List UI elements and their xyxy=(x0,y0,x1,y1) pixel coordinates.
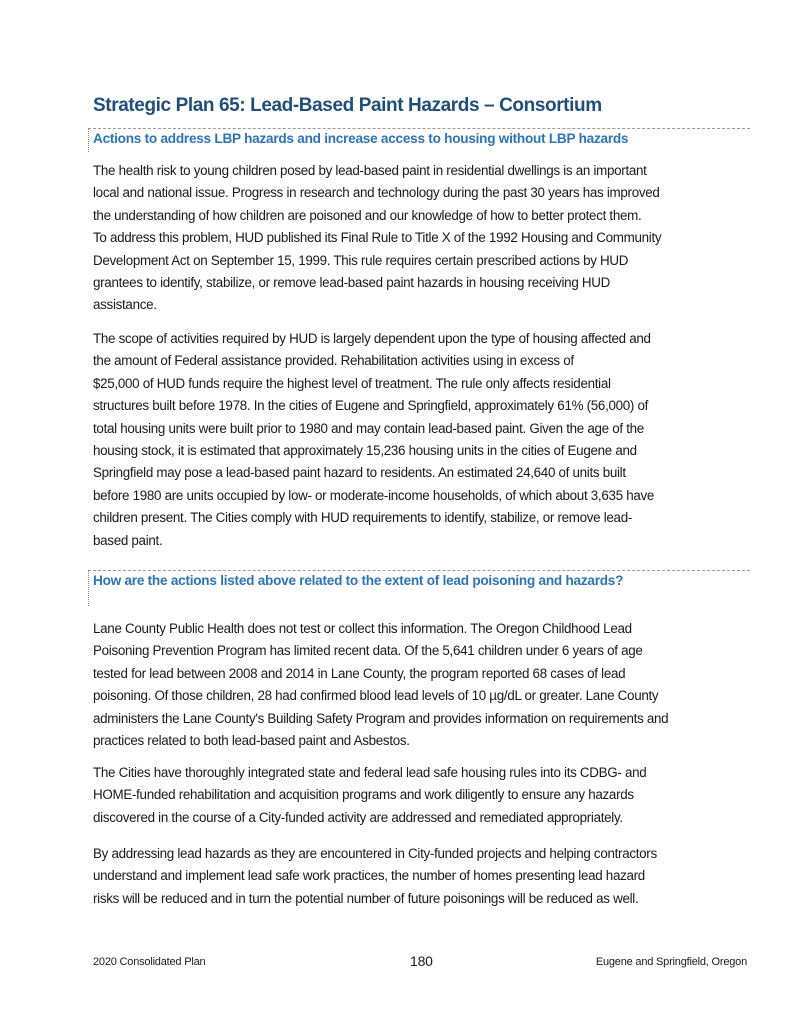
paragraph xyxy=(93,328,654,552)
text-line: understand and implement lead safe work practices, the number of homes presenting lead hazard xyxy=(93,868,645,884)
text-line: the understanding of how children are poisoned and our knowledge of how to better protect them. xyxy=(93,207,642,223)
text-line: Springfield may pose a lead-based paint hazard to residents. An estimated 24,640 of units built xyxy=(93,465,626,481)
text-line: administers the Lane County's Building Safety Program and provides information on requirements and xyxy=(93,710,669,726)
paragraph xyxy=(93,160,661,317)
text-line: structures built before 1978. In the cities of Eugene and Springfield, approximately 61% (56,000) of xyxy=(93,398,649,414)
text-line: $25,000 of HUD funds require the highest level of treatment. The rule only affects residential xyxy=(93,375,611,391)
text-line: assistance. xyxy=(93,297,157,313)
text-line: risks will be reduced and in turn the potential number of future poisonings will be reduced as well. xyxy=(93,890,639,906)
footer-right: Eugene and Springfield, Oregon xyxy=(595,956,747,968)
section-border xyxy=(88,570,89,606)
text-line: grantees to identify, stabilize, or remove lead-based paint hazards in housing receiving HUD xyxy=(93,274,610,290)
text-line: practices related to both lead-based paint and Asbestos. xyxy=(93,732,410,748)
text-line: poisoning. Of those children, 28 had confirmed blood lead levels of 10 µg/dL or greater. Lane County xyxy=(93,688,659,704)
text-line: local and national issue. Progress in research and technology during the past 30 years has improved xyxy=(93,185,660,201)
text-line: Poisoning Prevention Program has limited recent data. Of the 5,641 children under 6 years of age xyxy=(93,643,643,659)
page-title: Strategic Plan 65: Lead-Based Paint Hazards – Consortium xyxy=(93,95,602,116)
text-line: total housing units were built prior to 1980 and may contain lead-based paint. Given the age of the xyxy=(93,420,644,436)
section-border xyxy=(88,128,89,152)
section-heading: Actions to address LBP hazards and increase access to housing without LBP hazards xyxy=(93,131,629,146)
text-line: The scope of activities required by HUD is largely dependent upon the type of housing affected and xyxy=(93,331,651,346)
page-number: 180 xyxy=(410,953,433,969)
paragraph xyxy=(93,843,657,910)
section-heading: How are the actions listed above related to the extent of lead poisoning and hazards? xyxy=(93,573,624,588)
text-line: Development Act on September 15, 1999. This rule requires certain prescribed actions by HUD xyxy=(93,252,629,268)
text-line: HOME-funded rehabilitation and acquisition programs and work diligently to ensure any hazards xyxy=(93,787,634,803)
paragraph xyxy=(93,762,646,829)
text-line: To address this problem, HUD published its Final Rule to Title X of the 1992 Housing and Community xyxy=(93,230,662,246)
text-line: based paint. xyxy=(93,532,163,548)
text-line: The health risk to young children posed by lead-based paint in residential dwellings is an important xyxy=(93,163,647,178)
text-line: children present. The Cities comply with HUD requirements to identify, stabilize, or remove lead- xyxy=(93,510,632,526)
paragraph xyxy=(93,618,668,752)
footer-left: 2020 Consolidated Plan xyxy=(93,956,206,968)
text-line: The Cities have thoroughly integrated state and federal lead safe housing rules into its CDBG- and xyxy=(93,765,647,780)
text-line: housing stock, it is estimated that approximately 15,236 housing units in the cities of Eugene and xyxy=(93,442,637,458)
text-line: discovered in the course of a City-funded activity are addressed and remediated appropriately. xyxy=(93,809,623,825)
text-line: before 1980 are units occupied by low- or moderate-income households, of which about 3,635 have xyxy=(93,487,655,503)
text-line: tested for lead between 2008 and 2014 in Lane County, the program reported 68 cases of lead xyxy=(93,665,626,681)
section-divider xyxy=(88,128,750,129)
section-divider xyxy=(88,570,750,571)
text-line: Lane County Public Health does not test or collect this information. The Oregon Childhood Lead xyxy=(93,621,632,636)
text-line: the amount of Federal assistance provided. Rehabilitation activities using in excess of xyxy=(93,353,574,369)
text-line: By addressing lead hazards as they are encountered in City-funded projects and helping contractors xyxy=(93,846,657,861)
